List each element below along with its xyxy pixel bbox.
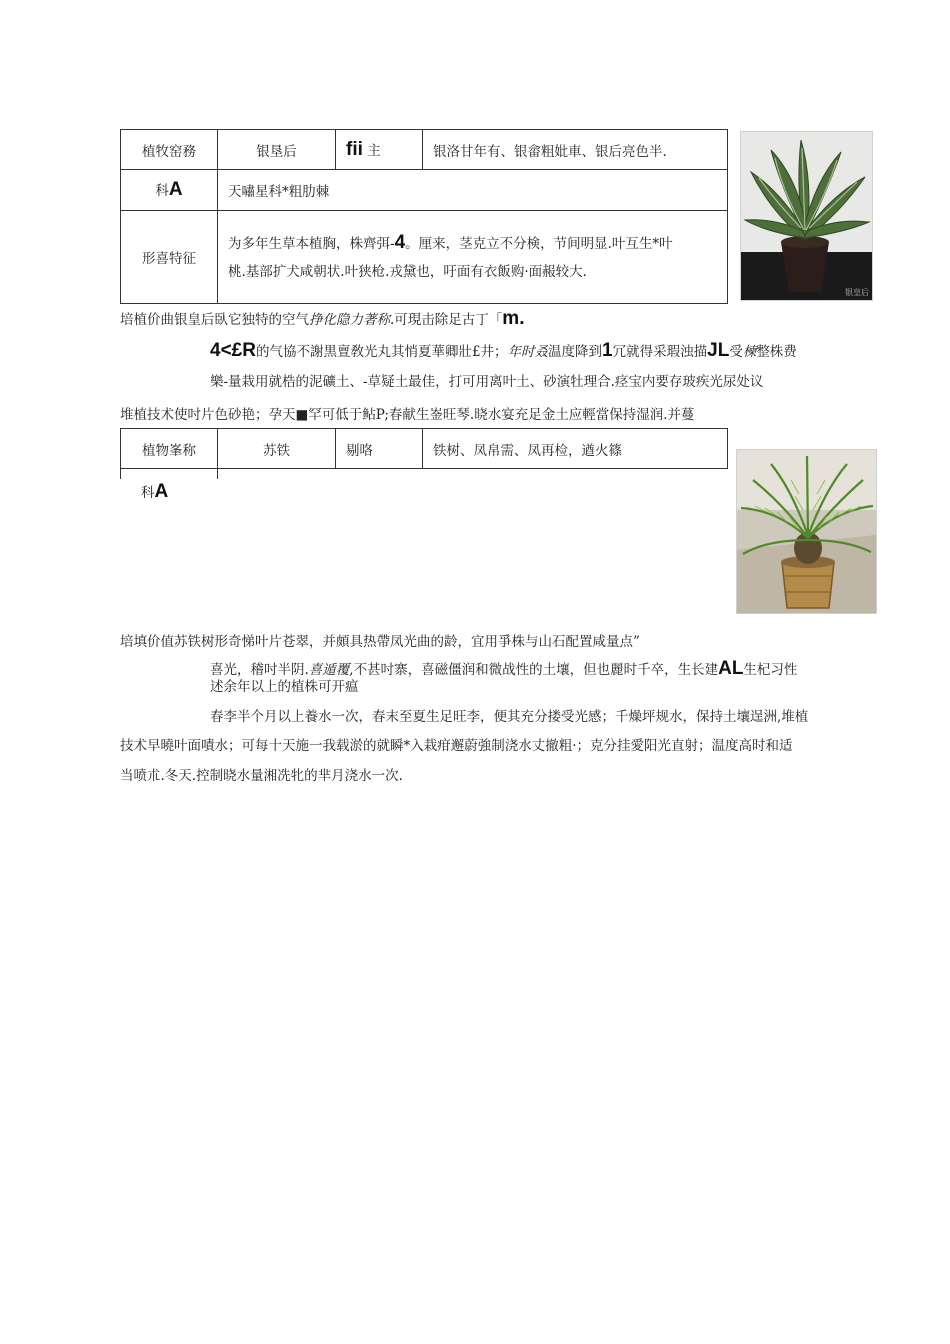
plant1-alias-label <box>336 130 423 170</box>
plant1-soil-line: 樂-量栽用就梏的泥礦土、-草疑土最佳，打可用离叶土、砂演牡理合.痉宝内要存玻疾光尿处议 <box>210 374 764 390</box>
plant2-family-label: 科A <box>141 481 169 502</box>
plant2-family-label-cell <box>121 469 218 479</box>
plant1-alias-value: 银洛甘年有、银畲粗妣車、银后亮色半. <box>423 130 728 170</box>
plant2-photo <box>736 449 877 614</box>
plant1-habit-line: 4<£R的气協不謝黒亶敎光丸其悄夏華卿壯£井；年时叒温度降到1冗就得采瑕浊描JL受楝整株费 <box>210 340 797 361</box>
plant1-family-value: 天嘯星科*粗肋棘 <box>218 170 728 211</box>
plant1-feature-cell <box>218 211 728 304</box>
plant1-alias-small: 主 <box>367 142 381 159</box>
plant1-alias-big: fii <box>346 138 363 160</box>
plant2-care-line3: 当喷朮.冬天.控制晓水量湘冼牝的芈月浇水一次. <box>120 768 403 784</box>
plant1-tech-line: 堆植技术使吋片色砂艳；孕天■罕可低于鲇P;春献生崟旺琴.晓水宴充足金土应輕當保持湿润.并蔓 <box>120 407 695 423</box>
plant2-habit-line: 喜光，稽吋半阴.喜遁覆,不甚吋寨，喜磁僵润和微战性的土壤，但也麗时千卒，生长建AL生杞习性 <box>210 658 798 679</box>
plant2-value-line: 培填价值苏铁树形奇悌叶片苍翠，并頗具热帶凤光曲的龄，宜用爭株与山石配置咸量点” <box>120 634 640 650</box>
plant1-feature-label: 形喜特征 <box>121 211 218 304</box>
plant1-family-label: 科 <box>155 183 169 199</box>
plant2-alias-label: 剔咯 <box>336 429 423 469</box>
plant1-feature-line2: 桃.基部扩犬咸朝状.叶狭枪.戎黛也，吁面有衣飯购·面赧较大. <box>228 263 587 280</box>
plant1-photo <box>740 131 873 301</box>
plant2-name-value: 苏铁 <box>218 429 336 469</box>
plant1-family-big: A <box>168 179 183 200</box>
plant2-habit-big: AL <box>718 658 744 679</box>
plant2-info-table <box>120 428 728 479</box>
plant2-care-line2: 技术早曉叶面嘖水；可每十天施一我载淤的就瞬*入栽疳邂蔚強制浇水丈撤粗·；克分挂愛阳光直射；温度高时和适 <box>120 738 793 754</box>
plant2-care-line1: 春李半个月以上養水一次，春末至夏生足旺李，便其充分搂受光感；千燥坪规水，保持土壤逞洲,堆植 <box>210 709 809 725</box>
plant2-name-label: 植物峯称 <box>121 429 218 469</box>
plant1-name-value: 银垦后 <box>218 130 336 170</box>
plant1-value-line: 培植价曲银皇后臥它独特的空气挣化隐力著称.可現击除足古丁「m. <box>120 308 525 329</box>
plant1-value-big: m. <box>502 308 525 329</box>
plant1-name-label: 植牧窑務 <box>121 130 218 170</box>
plant2-habit-line2: 述余年以上的植株可开瘟 <box>210 679 359 695</box>
plant1-family-label-cell <box>121 170 218 211</box>
plant1-info-table <box>120 129 728 304</box>
plant1-photo-caption: 银皇后 <box>845 288 869 297</box>
plant2-alias-value: 铁树、凤帛需、凤再检，遒火篠 <box>423 429 728 469</box>
plant1-feature-line1: 为多年生草本植胸，株齊弭-4。厘来，茎克立不分検，节间明显.叶互生*叶 <box>228 231 673 253</box>
plant2-family-big: A <box>154 481 169 502</box>
plant1-feature-big: 4 <box>394 231 406 253</box>
